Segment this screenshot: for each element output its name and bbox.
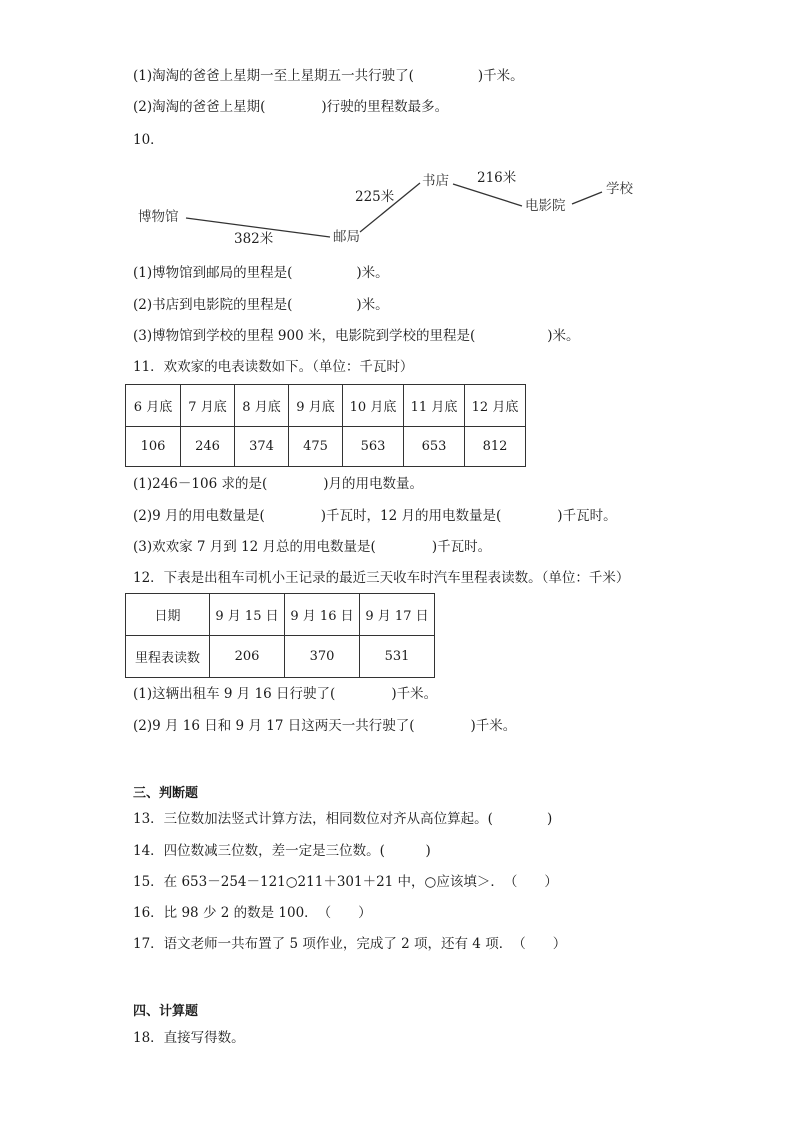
table-cell: 370	[285, 636, 360, 678]
q16: 16．比 98 少 2 的数是 100． （ ）	[133, 905, 372, 921]
table-cell: 374	[235, 427, 289, 467]
table-row	[126, 427, 526, 467]
table-header-cell: 8 月底	[235, 385, 289, 427]
q17: 17．语文老师一共布置了 5 项作业，完成了 2 项，还有 4 项． （ ）	[133, 936, 567, 952]
odometer-table	[125, 593, 435, 678]
table-header-cell: 6 月底	[126, 385, 181, 427]
table-cell: 563	[343, 427, 404, 467]
distance-label: 225米	[355, 189, 395, 205]
route-cinema-school	[572, 192, 602, 204]
q11-sub1: (1)246－106 求的是( )月的用电数量。	[133, 476, 423, 492]
table-header-cell: 7 月底	[181, 385, 235, 427]
table-row	[126, 594, 435, 636]
table-header-cell: 日期	[126, 594, 210, 636]
table-cell: 475	[289, 427, 343, 467]
q12-sub2: (2)9 月 16 日和 9 月 17 日这两天一共行驶了( )千米。	[133, 718, 517, 734]
table-cell: 812	[465, 427, 526, 467]
table-header-cell: 11 月底	[404, 385, 465, 427]
table-cell: 里程表读数	[126, 636, 210, 678]
place-bookstore: 书店	[422, 173, 449, 189]
table-cell: 246	[181, 427, 235, 467]
q11-stem: 11．欢欢家的电表读数如下。（单位：千瓦时）	[133, 359, 414, 375]
route-bookstore-cinema	[453, 184, 522, 206]
q9-sub1-after: )千米。	[477, 68, 524, 84]
place-post-office: 邮局	[333, 229, 360, 245]
meter-reading-table	[125, 384, 526, 467]
q9-sub2-after: )行驶的里程数最多。	[321, 99, 449, 115]
table-cell: 653	[404, 427, 465, 467]
q10-sub2: (2)书店到电影院的里程是( )米。	[133, 297, 389, 313]
q10-sub1: (1)博物馆到邮局的里程是( )米。	[133, 265, 389, 281]
section4-title: 四、计算题	[133, 1004, 199, 1019]
table-header-cell: 10 月底	[343, 385, 404, 427]
q12-stem: 12．下表是出租车司机小王记录的最近三天收车时汽车里程表读数。（单位：千米）	[133, 570, 630, 586]
table-cell: 106	[126, 427, 181, 467]
q11-sub3: (3)欢欢家 7 月到 12 月总的用电数量是( )千瓦时。	[133, 539, 492, 555]
table-row	[126, 636, 435, 678]
table-header-cell: 12 月底	[465, 385, 526, 427]
q14: 14．四位数减三位数，差一定是三位数。( )	[133, 843, 431, 859]
place-cinema: 电影院	[525, 198, 566, 214]
q10-number: 10．	[133, 132, 164, 148]
table-header-cell: 9 月底	[289, 385, 343, 427]
q9-sub2-before: (2)淘淘的爸爸上星期(	[133, 99, 266, 115]
q9-sub1-before: (1)淘淘的爸爸上星期一至上星期五一共行驶了(	[133, 68, 414, 84]
q12-sub1: (1)这辆出租车 9 月 16 日行驶了( )千米。	[133, 686, 438, 702]
q11-sub2: (2)9 月的用电数量是( )千瓦时，12 月的用电数量是( )千瓦时。	[133, 508, 617, 524]
table-header-cell: 9 月 16 日	[285, 594, 360, 636]
distance-label: 382米	[234, 231, 274, 247]
table-row	[126, 385, 526, 427]
section3-title: 三、判断题	[133, 786, 199, 801]
place-museum: 博物馆	[138, 209, 179, 225]
route-diagram	[0, 0, 794, 260]
q15: 15．在 653－254－121○211＋301＋21 中，○应该填＞． （ ）	[133, 874, 558, 890]
q13: 13．三位数加法竖式计算方法，相同数位对齐从高位算起。( )	[133, 811, 553, 827]
table-header-cell: 9 月 15 日	[210, 594, 285, 636]
table-cell: 531	[360, 636, 435, 678]
table-cell: 206	[210, 636, 285, 678]
table-header-cell: 9 月 17 日	[360, 594, 435, 636]
q18: 18．直接写得数。	[133, 1030, 245, 1046]
place-school: 学校	[606, 181, 633, 197]
q10-sub3: (3)博物馆到学校的里程 900 米，电影院到学校的里程是( )米。	[133, 328, 580, 344]
distance-label: 216米	[477, 170, 517, 186]
